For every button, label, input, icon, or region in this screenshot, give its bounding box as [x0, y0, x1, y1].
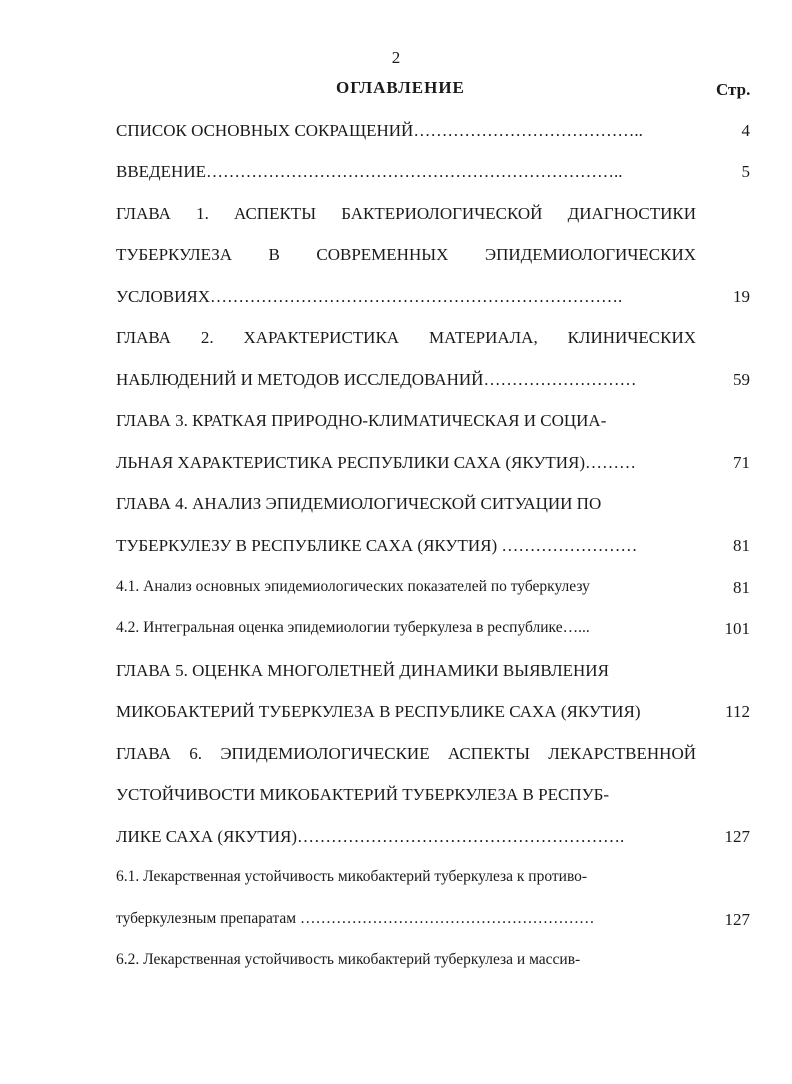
toc-line: ГЛАВА 5. ОЦЕНКА МНОГОЛЕТНЕЙ ДИНАМИКИ ВЫЯВЛЕНИЯ — [116, 661, 609, 680]
toc-line: МИКОБАКТЕРИЙ ТУБЕРКУЛЕЗА В РЕСПУБЛИКЕ САХА (ЯКУТИЯ) — [116, 702, 641, 721]
toc-line: туберкулезным препаратам ………………………………………………… — [116, 910, 595, 927]
toc-page: 4 — [741, 121, 750, 140]
toc-line: ГЛАВА 4. АНАЛИЗ ЭПИДЕМИОЛОГИЧЕСКОЙ СИТУАЦИИ ПО — [116, 494, 602, 513]
toc-page: 71 — [733, 453, 750, 472]
page-column-header: Стр. — [716, 80, 751, 99]
toc-line: 6.2. Лекарственная устойчивость микобактерий туберкулеза и массив- — [116, 951, 581, 968]
page-number: 2 — [391, 48, 401, 67]
toc-line: ГЛАВА 2. ХАРАКТЕРИСТИКА МАТЕРИАЛА, КЛИНИЧЕСКИХ — [116, 328, 696, 347]
toc-line: ГЛАВА 3. КРАТКАЯ ПРИРОДНО-КЛИМАТИЧЕСКАЯ И СОЦИА- — [116, 411, 607, 430]
toc-line: УСЛОВИЯХ………………………………………………………………. — [116, 287, 623, 306]
toc-page: 59 — [733, 370, 750, 389]
toc-page: 127 — [724, 910, 750, 929]
toc-line: СПИСОК ОСНОВНЫХ СОКРАЩЕНИЙ………………………………….. — [116, 121, 643, 140]
toc-line: 4.1. Анализ основных эпидемиологических показателей по туберкулезу — [116, 578, 590, 595]
toc-line: НАБЛЮДЕНИЙ И МЕТОДОВ ИССЛЕДОВАНИЙ……………………… — [116, 370, 637, 389]
toc-page: 112 — [725, 702, 750, 721]
toc-page: 19 — [733, 287, 750, 306]
toc-line: ГЛАВА 1. АСПЕКТЫ БАКТЕРИОЛОГИЧЕСКОЙ ДИАГНОСТИКИ — [116, 204, 696, 223]
toc-line: ВВЕДЕНИЕ……………………………………………………………….. — [116, 162, 623, 181]
toc-page: 81 — [733, 578, 750, 597]
toc-line: ТУБЕРКУЛЕЗА В СОВРЕМЕННЫХ ЭПИДЕМИОЛОГИЧЕСКИХ — [116, 245, 696, 264]
toc-page: 127 — [724, 827, 750, 846]
toc-page: 5 — [741, 162, 750, 181]
toc-title: ОГЛАВЛЕНИЕ — [336, 78, 465, 97]
toc-line: 6.1. Лекарственная устойчивость микобактерий туберкулеза к противо- — [116, 868, 588, 885]
toc-line: ГЛАВА 6. ЭПИДЕМИОЛОГИЧЕСКИЕ АСПЕКТЫ ЛЕКАРСТВЕННОЙ — [116, 744, 696, 763]
toc-line: ТУБЕРКУЛЕЗУ В РЕСПУБЛИКЕ САХА (ЯКУТИЯ) …………………… — [116, 536, 638, 555]
toc-line: 4.2. Интегральная оценка эпидемиологии туберкулеза в республике…... — [116, 619, 590, 636]
toc-page: 101 — [724, 619, 750, 638]
toc-line: УСТОЙЧИВОСТИ МИКОБАКТЕРИЙ ТУБЕРКУЛЕЗА В РЕСПУБ- — [116, 785, 610, 804]
toc-line: ЛЬНАЯ ХАРАКТЕРИСТИКА РЕСПУБЛИКИ САХА (ЯКУТИЯ)……… — [116, 453, 637, 472]
toc-page: 81 — [733, 536, 750, 555]
toc-line: ЛИКЕ САХА (ЯКУТИЯ)…………………………………………………. — [116, 827, 625, 846]
